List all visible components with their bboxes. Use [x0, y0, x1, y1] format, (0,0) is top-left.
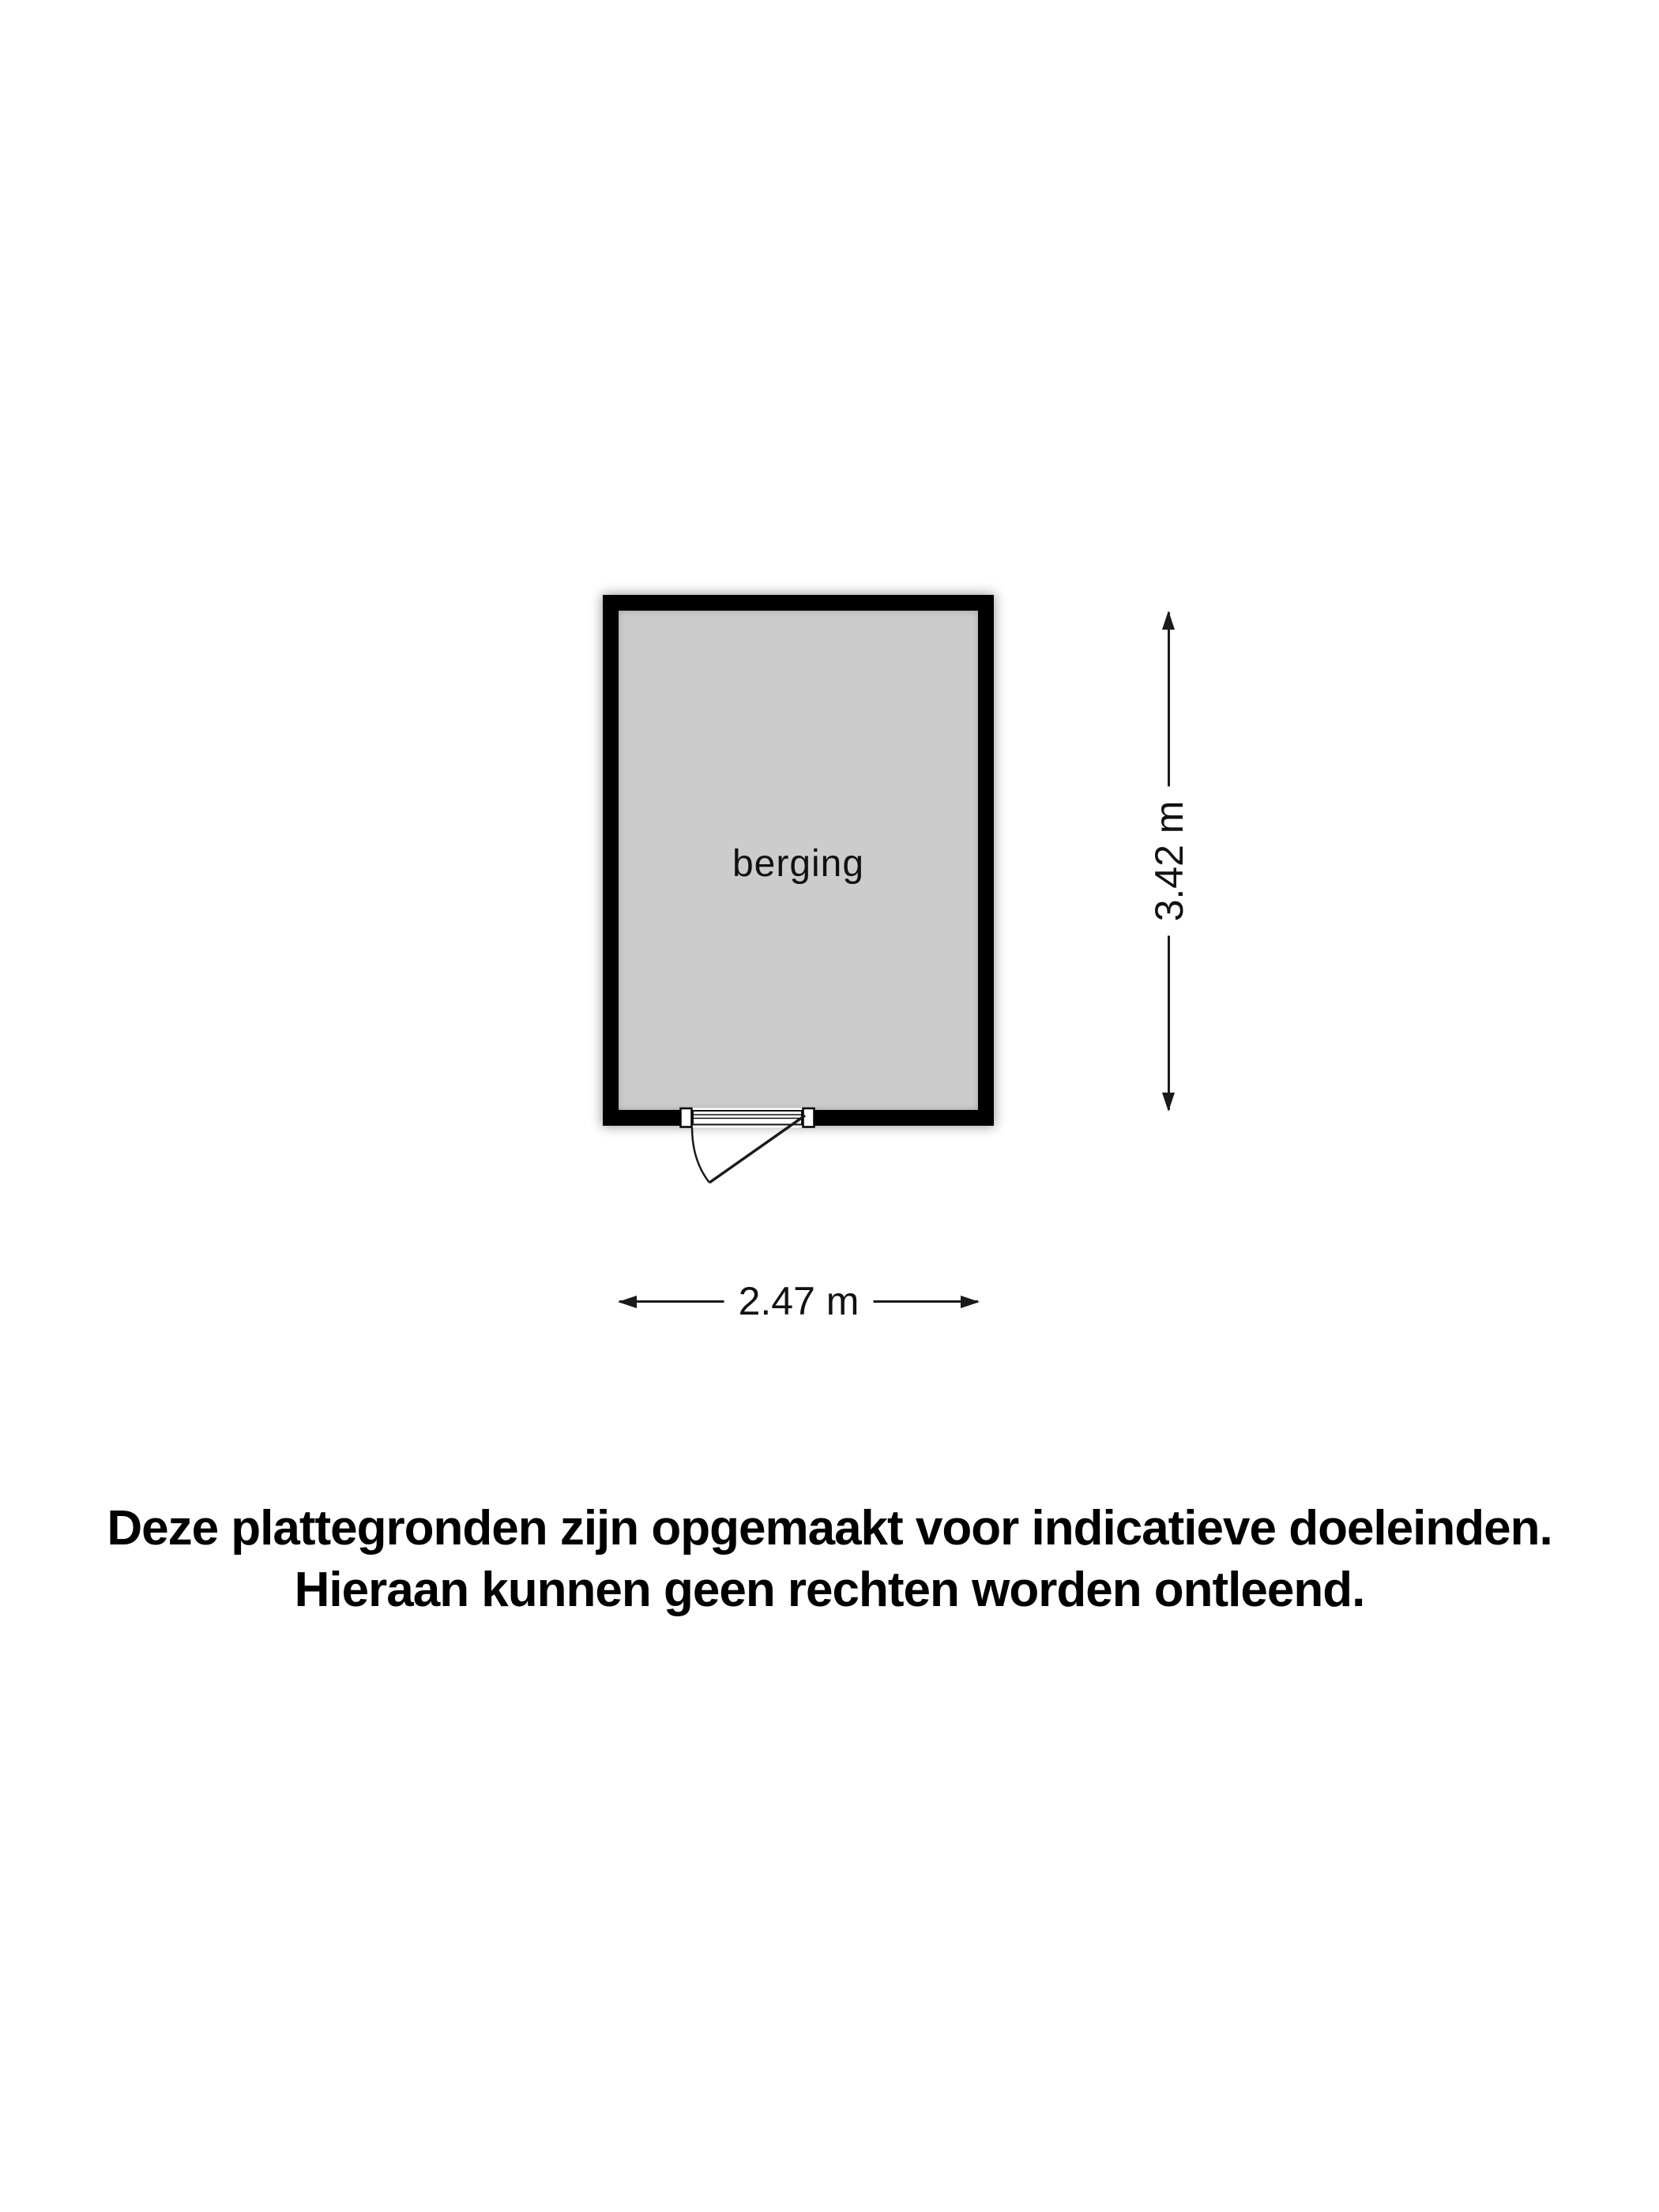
arrow-left-icon — [618, 1296, 637, 1308]
arrow-down-icon — [1162, 1093, 1175, 1112]
disclaimer-line-1: Deze plattegronden zijn opgemaakt voor indicatieve doeleinden. — [107, 1501, 1552, 1556]
door-jamb-left — [681, 1108, 692, 1127]
room-label: berging — [732, 842, 865, 885]
room-berging — [603, 595, 994, 1126]
disclaimer-line-2: Hieraan kunnen geen rechten worden ontleend. — [294, 1563, 1365, 1617]
dimension-width-label: 2.47 m — [724, 1278, 874, 1324]
door — [664, 1098, 845, 1201]
dimension-height-label: 3.42 m — [1146, 787, 1192, 936]
arrow-up-icon — [1162, 611, 1175, 630]
door-swing-arc — [692, 1127, 709, 1183]
door-jamb-right — [803, 1108, 814, 1127]
arrow-right-icon — [961, 1296, 980, 1308]
disclaimer — [0, 1498, 1659, 1621]
